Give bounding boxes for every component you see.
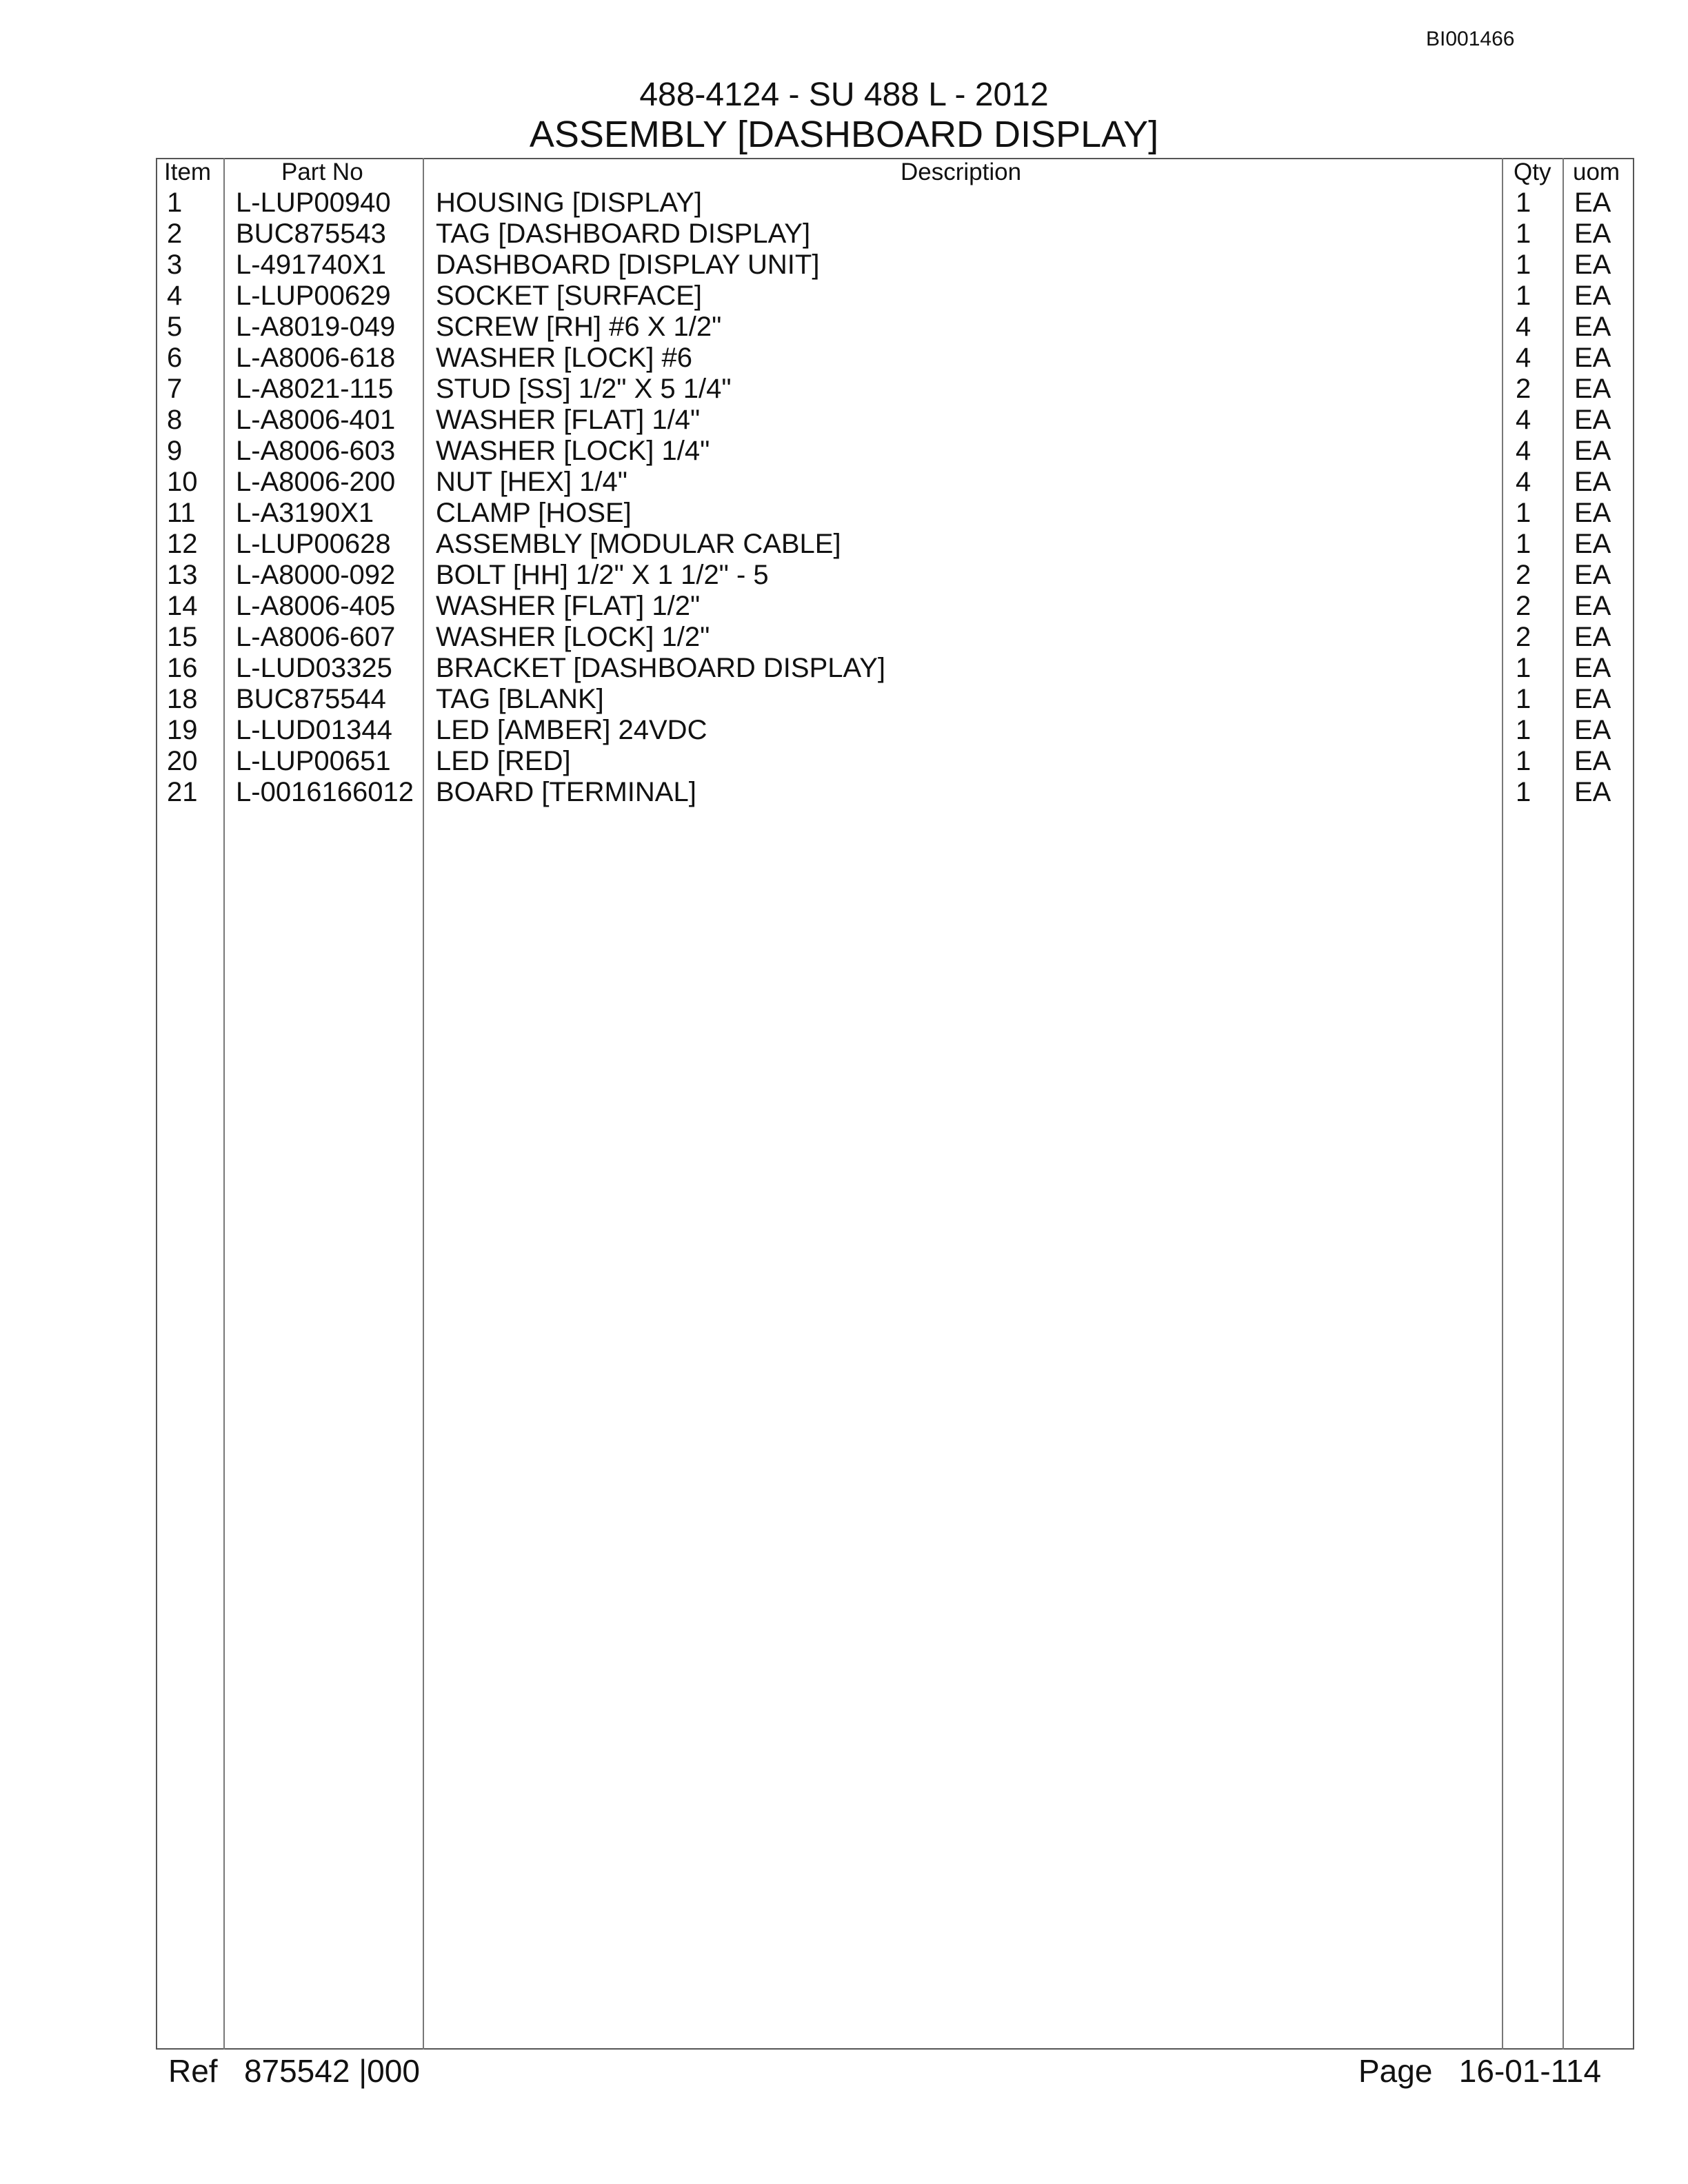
part-number: L-LUP00651 [236, 746, 391, 776]
part-number: L-491740X1 [236, 250, 386, 280]
table-row [0, 746, 1688, 777]
part-number: L-A8006-618 [236, 343, 396, 373]
item-number: 2 [167, 219, 183, 249]
part-description: HOUSING [DISPLAY] [436, 188, 703, 218]
ref-label: Ref [168, 2053, 218, 2089]
part-number: L-LUP00628 [236, 529, 391, 559]
item-number: 12 [167, 529, 198, 559]
part-number: L-LUP00629 [236, 281, 391, 311]
part-description: ASSEMBLY [MODULAR CABLE] [436, 529, 841, 559]
part-description: WASHER [FLAT] 1/2" [436, 591, 701, 621]
table-row [0, 529, 1688, 560]
quantity: 1 [1516, 250, 1531, 280]
part-number: L-A8006-607 [236, 622, 396, 652]
part-number: L-A8021-115 [236, 374, 394, 404]
table-row [0, 715, 1688, 746]
table-row [0, 281, 1688, 312]
table-row [0, 312, 1688, 343]
part-description: BOLT [HH] 1/2" X 1 1/2" - 5 [436, 560, 769, 590]
unit-of-measure: EA [1574, 281, 1611, 311]
header-description: Description [901, 159, 1022, 185]
table-row [0, 250, 1688, 281]
table-row [0, 405, 1688, 436]
unit-of-measure: EA [1574, 405, 1611, 435]
quantity: 1 [1516, 529, 1531, 559]
part-description: WASHER [LOCK] 1/2" [436, 622, 710, 652]
part-number: L-A8000-092 [236, 560, 396, 590]
quantity: 2 [1516, 591, 1531, 621]
part-description: TAG [DASHBOARD DISPLAY] [436, 219, 811, 249]
unit-of-measure: EA [1574, 746, 1611, 776]
item-number: 16 [167, 653, 198, 683]
part-number: L-A8006-405 [236, 591, 396, 621]
quantity: 4 [1516, 405, 1531, 435]
unit-of-measure: EA [1574, 777, 1611, 807]
item-number: 9 [167, 436, 183, 466]
unit-of-measure: EA [1574, 188, 1611, 218]
quantity: 2 [1516, 560, 1531, 590]
part-description: CLAMP [HOSE] [436, 498, 632, 528]
document-id: BI001466 [1426, 28, 1515, 50]
part-description: DASHBOARD [DISPLAY UNIT] [436, 250, 820, 280]
table-row [0, 498, 1688, 529]
item-number: 14 [167, 591, 198, 621]
part-number: L-A8019-049 [236, 312, 396, 342]
page-label: Page [1358, 2053, 1433, 2089]
table-row [0, 188, 1688, 219]
item-number: 10 [167, 467, 198, 497]
quantity: 1 [1516, 219, 1531, 249]
table-row [0, 219, 1688, 250]
part-number: L-A8006-401 [236, 405, 396, 435]
part-description: NUT [HEX] 1/4" [436, 467, 627, 497]
model-title: 488-4124 - SU 488 L - 2012 [639, 77, 1049, 113]
table-row [0, 343, 1688, 374]
table-row [0, 467, 1688, 498]
header-qty: Qty [1514, 159, 1551, 185]
item-number: 21 [167, 777, 198, 807]
header-item: Item [164, 159, 212, 185]
table-row [0, 374, 1688, 405]
unit-of-measure: EA [1574, 622, 1611, 652]
item-number: 4 [167, 281, 183, 311]
part-number: L-A8006-603 [236, 436, 396, 466]
part-number: L-LUD03325 [236, 653, 392, 683]
unit-of-measure: EA [1574, 498, 1611, 528]
part-description: BOARD [TERMINAL] [436, 777, 696, 807]
unit-of-measure: EA [1574, 684, 1611, 714]
part-number: L-0016166012 [236, 777, 414, 807]
unit-of-measure: EA [1574, 219, 1611, 249]
unit-of-measure: EA [1574, 560, 1611, 590]
header-uom: uom [1573, 159, 1620, 185]
item-number: 18 [167, 684, 198, 714]
unit-of-measure: EA [1574, 529, 1611, 559]
unit-of-measure: EA [1574, 436, 1611, 466]
part-number: BUC875544 [236, 684, 386, 714]
quantity: 4 [1516, 343, 1531, 373]
part-description: LED [AMBER] 24VDC [436, 715, 707, 745]
quantity: 2 [1516, 374, 1531, 404]
part-description: SCREW [RH] #6 X 1/2" [436, 312, 722, 342]
quantity: 1 [1516, 498, 1531, 528]
unit-of-measure: EA [1574, 250, 1611, 280]
part-number: L-LUD01344 [236, 715, 392, 745]
part-number: L-A8006-200 [236, 467, 396, 497]
footer-ref [168, 2052, 420, 2090]
ref-value: 875542 |000 [243, 2053, 420, 2089]
table-row [0, 777, 1688, 808]
unit-of-measure: EA [1574, 591, 1611, 621]
item-number: 8 [167, 405, 183, 435]
item-number: 6 [167, 343, 183, 373]
part-number: L-A3190X1 [236, 498, 374, 528]
quantity: 1 [1516, 188, 1531, 218]
item-number: 5 [167, 312, 183, 342]
unit-of-measure: EA [1574, 312, 1611, 342]
unit-of-measure: EA [1574, 374, 1611, 404]
item-number: 15 [167, 622, 198, 652]
part-description: WASHER [FLAT] 1/4" [436, 405, 701, 435]
item-number: 13 [167, 560, 198, 590]
table-row [0, 653, 1688, 684]
parts-table-body [0, 188, 1688, 808]
item-number: 19 [167, 715, 198, 745]
item-number: 20 [167, 746, 198, 776]
quantity: 1 [1516, 684, 1531, 714]
quantity: 1 [1516, 715, 1531, 745]
table-row [0, 591, 1688, 622]
table-row [0, 436, 1688, 467]
quantity: 1 [1516, 746, 1531, 776]
quantity: 1 [1516, 777, 1531, 807]
part-description: LED [RED] [436, 746, 571, 776]
unit-of-measure: EA [1574, 467, 1611, 497]
part-description: TAG [BLANK] [436, 684, 604, 714]
table-row [0, 684, 1688, 715]
quantity: 4 [1516, 467, 1531, 497]
quantity: 4 [1516, 436, 1531, 466]
quantity: 4 [1516, 312, 1531, 342]
part-description: WASHER [LOCK] 1/4" [436, 436, 710, 466]
part-description: BRACKET [DASHBOARD DISPLAY] [436, 653, 886, 683]
part-number: BUC875543 [236, 219, 386, 249]
item-number: 3 [167, 250, 183, 280]
part-description: WASHER [LOCK] #6 [436, 343, 692, 373]
part-description: SOCKET [SURFACE] [436, 281, 703, 311]
page-value: 16-01-114 [1458, 2053, 1602, 2089]
header-part-no: Part No [281, 159, 363, 185]
quantity: 1 [1516, 281, 1531, 311]
unit-of-measure: EA [1574, 715, 1611, 745]
unit-of-measure: EA [1574, 343, 1611, 373]
item-number: 7 [167, 374, 183, 404]
item-number: 1 [167, 188, 183, 218]
part-description: STUD [SS] 1/2" X 5 1/4" [436, 374, 732, 404]
quantity: 2 [1516, 622, 1531, 652]
footer-page [1358, 2052, 1601, 2090]
table-row [0, 560, 1688, 591]
item-number: 11 [167, 498, 196, 528]
assembly-title: ASSEMBLY [DASHBOARD DISPLAY] [529, 114, 1159, 155]
table-row [0, 622, 1688, 653]
part-number: L-LUP00940 [236, 188, 391, 218]
quantity: 1 [1516, 653, 1531, 683]
unit-of-measure: EA [1574, 653, 1611, 683]
